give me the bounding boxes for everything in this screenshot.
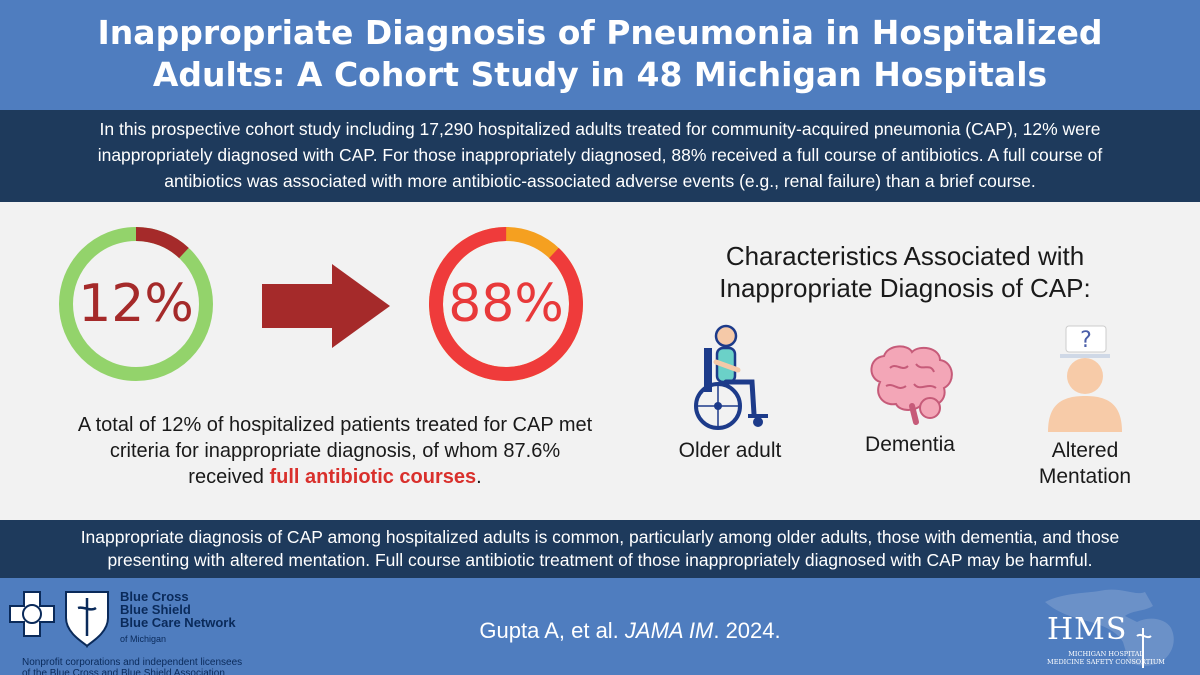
- hms-logo: [1025, 582, 1195, 672]
- title-band: [0, 0, 1200, 110]
- bcbs-name: [120, 590, 236, 629]
- caption-line-3: [30, 464, 640, 490]
- characteristics-title: [650, 240, 1160, 304]
- caption-line-1: A total of 12% of hospitalized patients treated for CAP met: [77, 414, 593, 436]
- bcbs-logo: [8, 586, 298, 675]
- summary-band: [0, 110, 1200, 202]
- characteristics-title-line-1: Characteristics Associated with: [725, 241, 1085, 271]
- wheelchair-icon: [682, 322, 778, 432]
- conclusion-line-1: Inappropriate diagnosis of CAP among hospitalized adults is common, particularly among older adults, those with dementia, and those: [80, 527, 1120, 547]
- left-caption: [30, 412, 640, 490]
- caption-highlight: full antibiotic courses: [269, 466, 477, 488]
- citation: [420, 618, 840, 644]
- bcbs-note: [22, 657, 242, 675]
- summary-line-1: In this prospective cohort study including 17,290 hospitalized adults treated for community-acquired pneumonia (CAP), 12% were: [99, 119, 1101, 139]
- title-line-1: Inappropriate Diagnosis of Pneumonia in Hospitalized: [97, 13, 1103, 52]
- altered-label-line-1: Altered: [1051, 439, 1119, 462]
- citation-suffix: . 2024.: [713, 618, 781, 643]
- citation-journal: JAMA IM: [624, 618, 714, 643]
- hms-sub-line-2: MEDICINE SAFETY CONSORTIUM: [1047, 658, 1165, 666]
- characteristics-title-line-2: Inappropriate Diagnosis of CAP:: [719, 273, 1091, 303]
- inappropriate-donut: [58, 226, 214, 382]
- blue-cross-shield-icon: [8, 588, 114, 648]
- bcbs-name-line-2: Blue Shield: [120, 602, 191, 617]
- older-adult-label: Older adult: [678, 439, 782, 462]
- middle-panel: [0, 202, 1200, 520]
- bcbs-note-line-2: of the Blue Cross and Blue Shield Association: [22, 668, 225, 675]
- bcbs-note-line-1: Nonprofit corporations and independent licensees: [22, 657, 243, 668]
- caption-line-3-suffix: .: [476, 466, 482, 488]
- characteristic-older-adult: [660, 322, 800, 464]
- full-course-percent: 88%: [448, 274, 564, 334]
- conclusion-band: [0, 520, 1200, 578]
- dementia-label: Dementia: [865, 433, 955, 456]
- svg-text:?: ?: [1080, 328, 1092, 353]
- title-line-2: Adults: A Cohort Study in 48 Michigan Hospitals: [152, 55, 1048, 94]
- inappropriate-percent: 12%: [78, 274, 194, 334]
- hms-sub-line-1: MICHIGAN HOSPITAL: [1068, 650, 1144, 658]
- footer: [0, 578, 1200, 675]
- bcbs-name-line-3: Blue Care Network: [120, 615, 236, 630]
- bcbs-sub: of Michigan: [120, 634, 167, 644]
- summary-line-3: antibiotics was associated with more antibiotic-associated adverse events (e.g., renal failure) than a brief course.: [164, 171, 1036, 191]
- characteristic-altered-mentation: [1015, 320, 1155, 490]
- confused-person-icon: [1040, 320, 1130, 432]
- hms-letters: HMS: [1047, 612, 1128, 647]
- hms-sub: [1031, 650, 1181, 666]
- brain-icon: [860, 342, 960, 426]
- citation-prefix: Gupta A, et al.: [479, 618, 625, 643]
- caption-line-2: criteria for inappropriate diagnosis, of whom 87.6%: [109, 440, 561, 462]
- right-arrow-icon: [262, 264, 390, 348]
- conclusion-line-2: presenting with altered mentation. Full course antibiotic treatment of those inappropriately diagnosed with CAP may be harmful.: [107, 550, 1093, 570]
- summary-line-2: inappropriately diagnosed with CAP. For those inappropriately diagnosed, 88% received a full course of antibiotics. A full course of: [97, 145, 1103, 165]
- bcbs-name-line-1: Blue Cross: [120, 589, 189, 604]
- characteristic-dementia: [840, 342, 980, 458]
- caption-line-3-prefix: received: [188, 466, 270, 488]
- full-course-donut: [428, 226, 584, 382]
- altered-label-line-2: Mentation: [1038, 465, 1132, 488]
